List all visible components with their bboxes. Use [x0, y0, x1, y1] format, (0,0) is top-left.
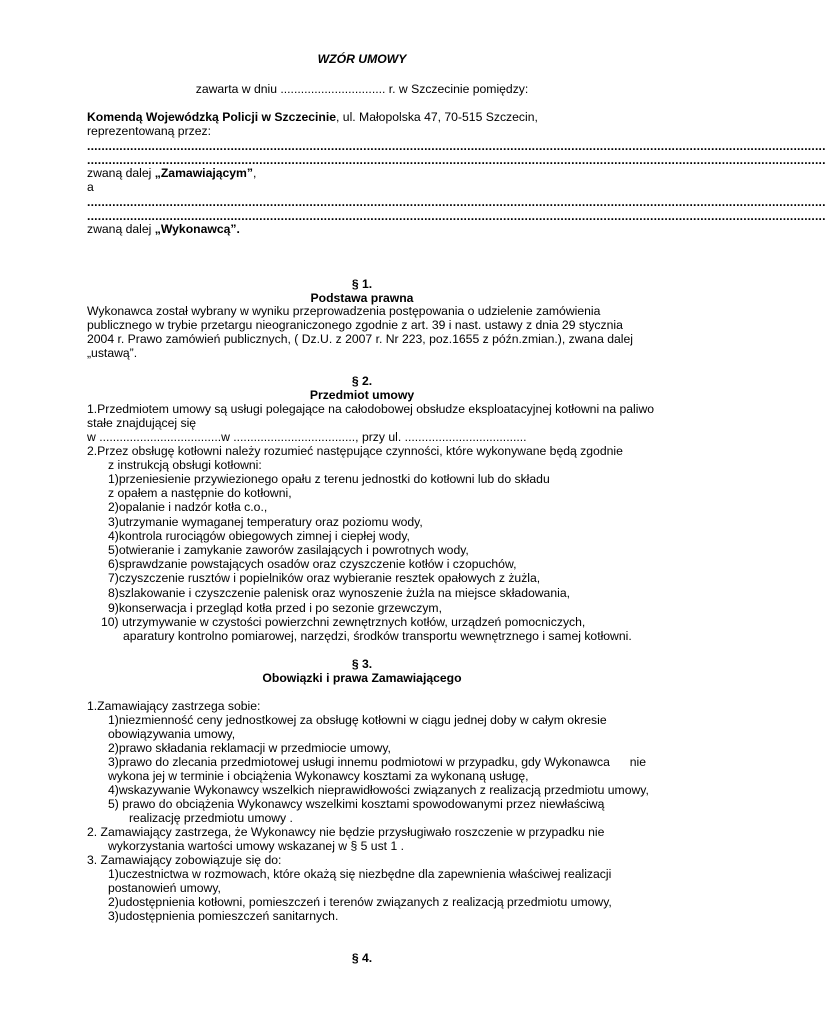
section-3-text: 1.Zamawiający zastrzega sobie:: [87, 699, 261, 713]
section-3-title: Obowiązki i prawa Zamawiającego: [262, 671, 462, 685]
section-1-text: publicznego w trybie przetargu nieograniczonego zgodnie z art. 39 i nast. ustawy z dnia 29 stycznia: [87, 318, 623, 332]
ordering-party-name: „Zamawiającym”: [154, 166, 253, 180]
section-2-text: stałe znajdującej się: [87, 416, 197, 430]
list-item: 8)szlakowanie i czyszczenie palenisk oraz wynoszenie żużla na miejsce składowania,: [108, 586, 570, 600]
list-item: 3)utrzymanie wymaganej temperatury oraz poziomu wody,: [108, 515, 423, 529]
list-item: 2)udostępnienia kotłowni, pomieszczeń i terenów związanych z realizacją przedmiotu umowy,: [108, 895, 612, 909]
list-item: 4)wskazywanie Wykonawcy wszelkich nieprawidłowości związanych z realizacją przedmiotu umowy,: [108, 783, 649, 797]
list-item: 1)przeniesienie przywiezionego opału z terenu jednostki do kotłowni lub do składu: [108, 472, 550, 486]
section-3-number: § 3.: [351, 657, 373, 671]
contractor-name: „Wykonawcą”.: [154, 222, 240, 236]
contractor-line: [87, 222, 240, 236]
section-4-number: § 4.: [351, 951, 373, 965]
section-3-text: wykorzystania wartości umowy wskazanej w § 5 ust 1 .: [108, 839, 404, 853]
list-item: 2)opalanie i nadzór kotła c.o.,: [108, 500, 268, 514]
suffix: ,: [253, 166, 257, 180]
list-item: postanowień umowy,: [108, 881, 221, 895]
party1-line: [87, 110, 538, 124]
list-item: 1)uczestnictwa w rozmowach, które okażą się niezbędne dla zapewnienia właściwej realizacji: [108, 867, 612, 881]
ordering-party-line: [87, 166, 256, 180]
section-3-text: 3. Zamawiający zobowiązuje się do:: [87, 853, 282, 867]
list-item: [108, 755, 646, 769]
list-item: wykona jej w terminie i obciążenia Wykonawcy kosztami za wykonaną usługę,: [108, 769, 529, 783]
dots-line: ..............................................................................................................................................................................................................: [87, 209, 826, 223]
party1-address: , ul. Małopolska 47, 70-515 Szczecin,: [336, 110, 538, 124]
section-1-text: „ustawą”.: [87, 346, 138, 360]
concluded-line: zawarta w dniu ............................... r. w Szczecinie pomiędzy:: [195, 82, 529, 96]
section-2-number: § 2.: [351, 374, 373, 388]
section-2-title: Przedmiot umowy: [309, 388, 415, 402]
list-item-text: nie: [629, 755, 646, 769]
called-prefix: zwaną dalej: [87, 166, 155, 180]
list-item: 1)niezmienność ceny jednostkowej za obsługę kotłowni w ciągu jednej doby w całym okresie: [108, 713, 607, 727]
list-item: 4)kontrola rurociągów obiegowych zimnej i ciepłej wody,: [108, 529, 410, 543]
document-title: WZÓR UMOWY: [317, 52, 407, 66]
list-item: 5) prawo do obciążenia Wykonawcy wszelkimi kosztami spowodowanymi przez niewłaściwą: [108, 797, 605, 811]
section-1-title: Podstawa prawna: [310, 291, 414, 305]
list-item: 3)udostępnienia pomieszczeń sanitarnych.: [108, 909, 339, 923]
section-2-text: z instrukcją obsługi kotłowni:: [108, 458, 262, 472]
section-2-text: 2.Przez obsługę kotłowni należy rozumieć następujące czynności, które wykonywane będą zgodnie: [87, 444, 623, 458]
list-item-text: 3)prawo do zlecania przedmiotowej usługi innemu podmiotowi w przypadku, gdy Wykonawca: [108, 755, 610, 769]
party1-name: Komendą Wojewódzką Policji w Szczecinie: [87, 110, 337, 124]
list-item: 9)konserwacja i przegląd kotła przed i po sezonie grzewczym,: [108, 601, 442, 615]
section-1-text: 2004 r. Prawo zamówień publicznych, ( Dz.U. z 2007 r. Nr 223, poz.1655 z późn.zmian.), zwana dalej: [87, 332, 634, 346]
list-item: aparatury kontrolno pomiarowej, narzędzi, środków transportu wewnętrznego i samej kotłowni.: [123, 629, 632, 643]
section-3-text: 2. Zamawiający zastrzega, że Wykonawcy nie będzie przysługiwało roszczenie w przypadku nie: [87, 825, 605, 839]
represented-line: reprezentowaną przez:: [87, 124, 211, 138]
list-item: realizację przedmiotu umowy .: [129, 811, 293, 825]
called-prefix: zwaną dalej: [87, 222, 155, 236]
dots-line: ..............................................................................................................................................................................................................: [87, 153, 826, 167]
section-2-text: w ....................................w ...................................., przy ul. ....................................: [87, 430, 527, 444]
and-line: a: [87, 180, 94, 194]
section-1-text: Wykonawca został wybrany w wyniku przeprowadzenia postępowania o udzielenie zamówienia: [87, 304, 601, 318]
list-item: obowiązywania umowy,: [108, 727, 236, 741]
list-item: 7)czyszczenie rusztów i popielników oraz wybieranie resztek opałowych z żużla,: [108, 571, 541, 585]
list-item: z opałem a następnie do kotłowni,: [108, 486, 292, 500]
list-item: 10) utrzymywanie w czystości powierzchni zewnętrznych kotłów, urządzeń pomocniczych,: [101, 615, 586, 629]
dots-line: ..............................................................................................................................................................................................................: [87, 139, 826, 153]
dots-line: ..............................................................................................................................................................................................................: [87, 195, 826, 209]
section-1-number: § 1.: [351, 277, 373, 291]
list-item: 6)sprawdzanie powstających osadów oraz czyszczenie kotłów i czopuchów,: [108, 557, 517, 571]
list-item: 2)prawo składania reklamacji w przedmiocie umowy,: [108, 741, 391, 755]
section-2-text: 1.Przedmiotem umowy są usługi polegające na całodobowej obsłudze eksploatacyjnej kotłowni na paliwo: [87, 402, 655, 416]
list-item: 5)otwieranie i zamykanie zaworów zasilających i powrotnych wody,: [108, 543, 469, 557]
